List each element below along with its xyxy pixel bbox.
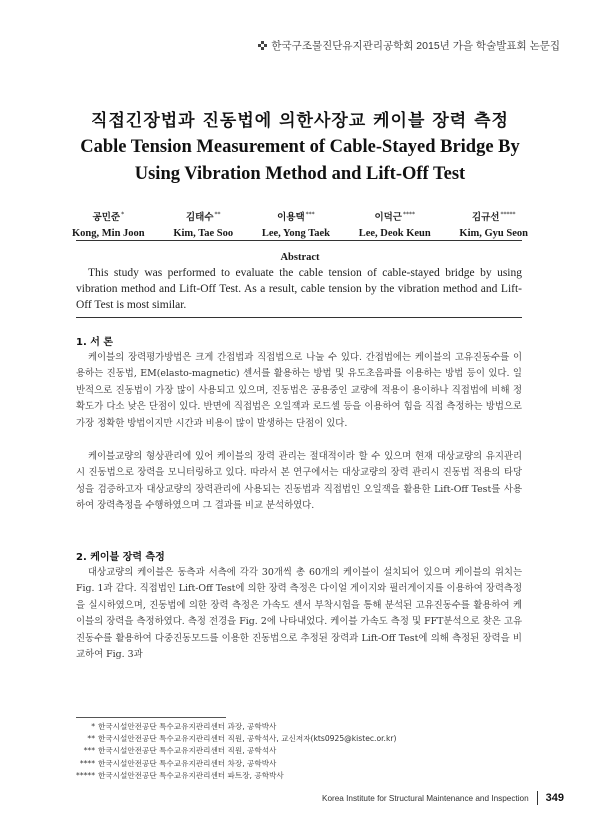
author-2 [173, 207, 233, 242]
footnote [76, 721, 522, 733]
footnote-mark: ***** [76, 770, 95, 780]
footer-institute: Korea Institute for Structural Maintenance and Inspection [322, 793, 529, 803]
footnote-text: 한국시설안전공단 특수교유지관리센터 차장, 공학박사 [98, 758, 277, 768]
footnote [76, 770, 522, 782]
footnote [76, 758, 522, 770]
page-footer [322, 791, 564, 805]
author-mark: **** [402, 211, 415, 218]
abstract-divider [76, 317, 522, 318]
author-name-en: Kim, Tae Soo [173, 228, 234, 239]
footnotes [76, 721, 522, 782]
running-header [258, 38, 560, 53]
footnote-text: 한국시설안전공단 특수교유지관리센터 직원, 공학석사, 교신저자(kts0925@kistec.or.kr) [98, 734, 397, 744]
section-2-heading: 2. 케이블 장력 측정 [76, 552, 165, 563]
footnote-divider [76, 717, 226, 718]
footnote [76, 733, 522, 745]
author-list [72, 207, 528, 242]
author-4 [359, 207, 431, 242]
author-mark: * [121, 211, 125, 218]
title-korean: 직접긴장법과 진동법에 의한사장교 케이블 장력 측정 [91, 111, 509, 131]
author-5 [459, 207, 528, 242]
author-1 [72, 207, 145, 242]
author-name-en: Kim, Gyu Seon [459, 228, 528, 239]
author-name-ko: 김태수 [185, 212, 214, 223]
author-name-en: Lee, Yong Taek [261, 228, 330, 239]
title-english: Cable Tension Measurement of Cable-Stayed Bridge By Using Vibration Method and Lift-Off Test [80, 137, 520, 184]
footnote [76, 745, 522, 757]
author-name-ko: 공민준 [92, 212, 121, 223]
section-1-paragraph-2: 케이블교량의 형상관리에 있어 케이블의 장력 관리는 절대적이라 할 수 있으며 현재 대상교량의 유지관리시 진동법으로 장력을 모니터링하고 있다. 따라서 본 연구에서는 대상교량의 장력 관리시 진동법 적용의 타당성을 검증하고자 대상교량의 장력관리에 사용되는 진동법과 직접법인 오일잭을 활용한 Lift-Off Test를 사용하여 장력측정을 수행하였으며 그 결과를 비교 분석하였다. [76, 451, 522, 512]
author-name-ko: 이덕근 [374, 212, 402, 223]
dot-cluster-icon [258, 41, 267, 50]
abstract-title: Abstract [280, 252, 320, 263]
footnote-text: 한국시설안전공단 특수교유지관리센터 직원, 공학석사 [98, 746, 277, 756]
author-name-en: Lee, Deok Keun [358, 228, 431, 239]
footnote-mark: ** [87, 734, 95, 744]
footnote-text: 한국시설안전공단 특수교유지관리센터 과장, 공학박사 [98, 722, 277, 731]
section-1-heading: 1. 서 론 [76, 337, 114, 348]
author-mark: *** [305, 211, 315, 218]
author-divider [76, 240, 522, 241]
author-name-ko: 김규선 [471, 212, 500, 223]
page-number: 349 [545, 792, 564, 804]
footnote-mark: **** [79, 758, 95, 768]
author-name-en: Kong, Min Joon [72, 228, 145, 239]
abstract-text: This study was performed to evaluate the cable tension of cable-stayed bridge by using vibration method and Lift-Off Test. As a result, cable tension by the vibration method and Lift-Off Test is most similar. [76, 267, 522, 311]
footnote-mark: *** [83, 746, 95, 756]
section-2-paragraph-1: 대상교량의 케이블은 동측과 서측에 각각 30개씩 총 60개의 케이블이 설치되어 있으며 케이블의 위치는 Fig. 1과 같다. 직접법인 Lift-Off Test에 의한 장력 측정은 다이얼 게이지와 필러게이지를 이용하여 장력측정을 실시하였으며, 진동법에 의한 장력 측정은 가속도 센서 부착시험을 통해 분석된 고유진동수를 활용하여 케이블의 장력을 측정하였다. 측정 전경을 Fig. 2에 나타내었다. 케이블 가속도 측정 및 FFT분석으로 찾은 고유진동수를 활용하여 다중진동모드를 이용한 진동법으로 추정된 장력과 Lift-Off Test에 의해 측정된 장력을 비교하여 Fig. 3과 [76, 567, 522, 661]
header-text: 한국구조물진단유지관리공학회 2015년 가을 학술발표회 논문집 [271, 40, 560, 52]
footer-separator [537, 791, 538, 805]
author-name-ko: 이용택 [277, 212, 305, 223]
author-mark: ***** [500, 211, 516, 218]
author-mark: ** [214, 211, 221, 218]
footnote-text: 한국시설안전공단 특수교유지관리센터 파트장, 공학박사 [98, 770, 284, 780]
author-3 [262, 207, 330, 242]
footnote-mark: * [91, 722, 95, 731]
section-1-paragraph-1: 케이블의 장력평가방법은 크게 간접법과 직접법으로 나눌 수 있다. 간접법에는 케이블의 고유진동수를 이용하는 진동법, EM(elasto-magnetic) 센서를 활용하는 방법 및 유도초음파를 이용하는 방법 등이 있다. 일반적으로 진동법이 가장 많이 사용되고 있으며, 진동법은 공용중인 교량에 적용이 용이하나 직접법에 비해 정확도가 다소 낮은 단점이 있다. 반면에 직접법은 오일잭과 로드셀 등을 이용하여 힘을 직접 측정하는 방법으로 가장 정확한 방법이지만 시간과 비용이 많이 발생하는 단점이 있다. [76, 352, 522, 429]
